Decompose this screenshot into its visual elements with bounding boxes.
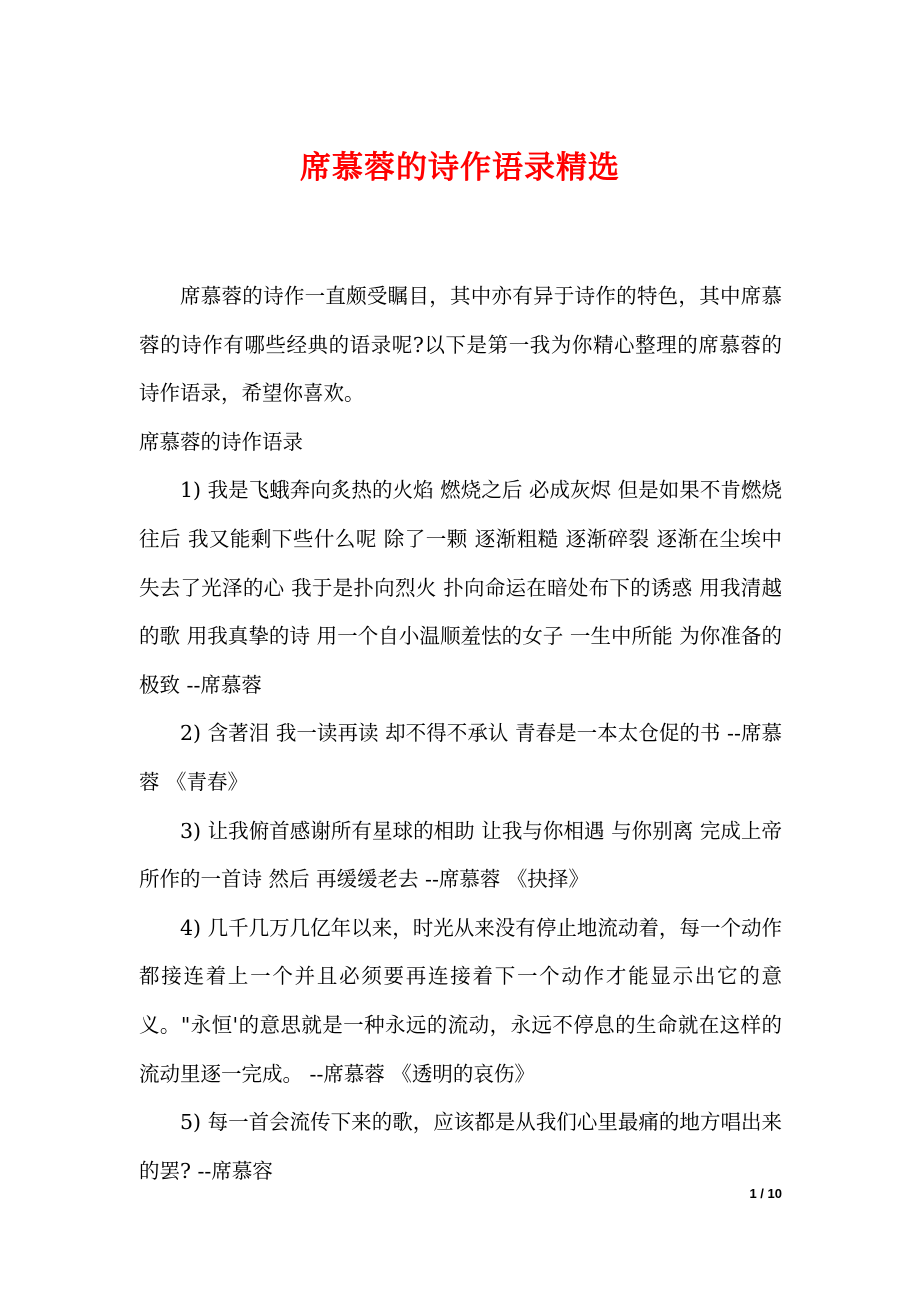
- intro-paragraph: 席慕蓉的诗作一直颇受瞩目，其中亦有异于诗作的特色，其中席慕蓉的诗作有哪些经典的语录呢?以下是第一我为你精心整理的席慕蓉的诗作语录，希望你喜欢。: [139, 284, 782, 406]
- section-heading: 席慕蓉的诗作语录: [139, 429, 303, 454]
- page-number: 1 / 10: [749, 1186, 782, 1201]
- quote-item: 1) 我是飞蛾奔向炙热的火焰 燃烧之后 必成灰烬 但是如果不肯燃烧 往后 我又能剩下些什么呢 除了一颗 逐渐粗糙 逐渐碎裂 逐渐在尘埃中失去了光泽的心 我于是扑向烈火 扑向命运在暗处布下的诱惑 用我清越的歌 用我真挚的诗 用一个自小温顺羞怯的女子 一生中所能 为你准备的极致 --席慕蓉: [139, 478, 782, 697]
- quote-item: 5) 每一首会流传下来的歌，应该都是从我们心里最痛的地方唱出来的罢? --席慕容: [139, 1110, 782, 1183]
- document-body: [139, 272, 782, 1195]
- page-title: 席慕蓉的诗作语录精选: [300, 150, 620, 186]
- quote-item: 4) 几千几万几亿年以来，时光从来没有停止地流动着，每一个动作都接连着上一个并且必须要再连接着下一个动作才能显示出它的意义。"永恒'的意思就是一种永远的流动，永远不停息的生命就在这样的流动里逐一完成。 --席慕蓉 《透明的哀伤》: [139, 915, 782, 1086]
- quote-item: 2) 含著泪 我一读再读 却不得不承认 青春是一本太仓促的书 --席慕蓉 《青春》: [139, 721, 782, 794]
- quote-item: 3) 让我俯首感谢所有星球的相助 让我与你相遇 与你别离 完成上帝所作的一首诗 然后 再缓缓老去 --席慕蓉 《抉择》: [139, 818, 782, 892]
